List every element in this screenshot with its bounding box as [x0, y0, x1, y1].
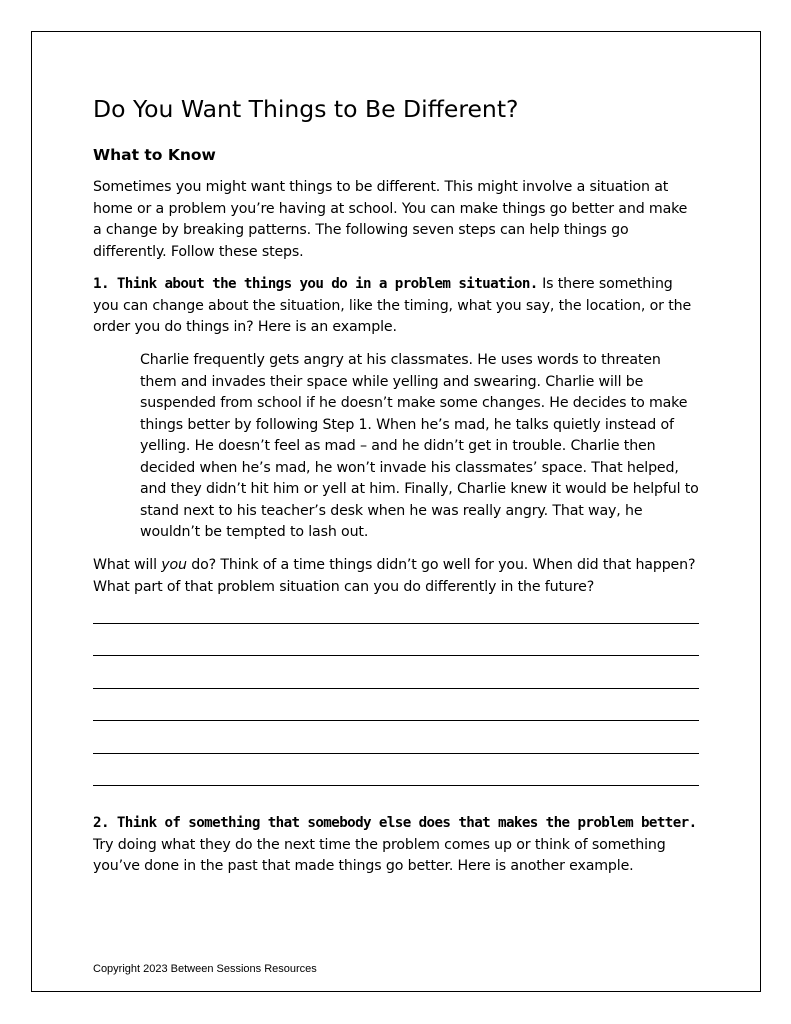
- answer-line[interactable]: [93, 656, 699, 689]
- step-1-paragraph: [93, 274, 699, 339]
- answer-line[interactable]: [93, 689, 699, 722]
- step-2-text: Try doing what they do the next time the problem comes up or think of something you’ve done in the past that made things go better. Here is another example.: [93, 836, 666, 874]
- step-1-text: Is there something you can change about the situation, like the timing, what you say, the location, or the order you do things in? Here is an example.: [93, 276, 692, 335]
- question-1-text-start: What will: [93, 557, 162, 573]
- question-1-paragraph: [93, 555, 699, 598]
- answer-line[interactable]: [93, 624, 699, 657]
- step-2-paragraph: [93, 813, 699, 878]
- question-1-emphasis: you: [161, 557, 187, 573]
- section-heading: What to Know: [93, 146, 216, 164]
- step-1-heading: 1. Think about the things you do in a problem situation.: [93, 276, 538, 292]
- answer-lines: [93, 622, 699, 786]
- question-1-text-end: do? Think of a time things didn’t go well for you. When did that happen? What part of that problem situation can you do differently in the future?: [93, 557, 696, 595]
- example-paragraph: Charlie frequently gets angry at his classmates. He uses words to threaten them and invades their space while yelling and swearing. Charlie will be suspended from school if he doesn’t make some changes. He decides to make things better by following Step 1. When he’s mad, he talks quietly instead of yelling. He doesn’t feel as mad – and he didn’t get in trouble. Charlie then decided when he’s mad, he won’t invade his classmates’ space. That helped, and they didn’t hit him or yell at him. Finally, Charlie knew it would be helpful to stand next to his teacher’s desk when he was really angry. That way, he wouldn’t be tempted to lash out.: [140, 352, 699, 540]
- copyright-footer: Copyright 2023 Between Sessions Resources: [93, 963, 317, 975]
- answer-line[interactable]: [93, 721, 699, 754]
- page-title: Do You Want Things to Be Different?: [93, 95, 519, 123]
- intro-paragraph: Sometimes you might want things to be different. This might involve a situation at home or a problem you’re having at school. You can make things go better and make a change by breaking patterns. The following seven steps can help things go differently. Follow these steps.: [93, 179, 688, 260]
- step-2-heading: 2. Think of something that somebody else does that makes the problem better.: [93, 815, 697, 831]
- answer-line[interactable]: [93, 754, 699, 787]
